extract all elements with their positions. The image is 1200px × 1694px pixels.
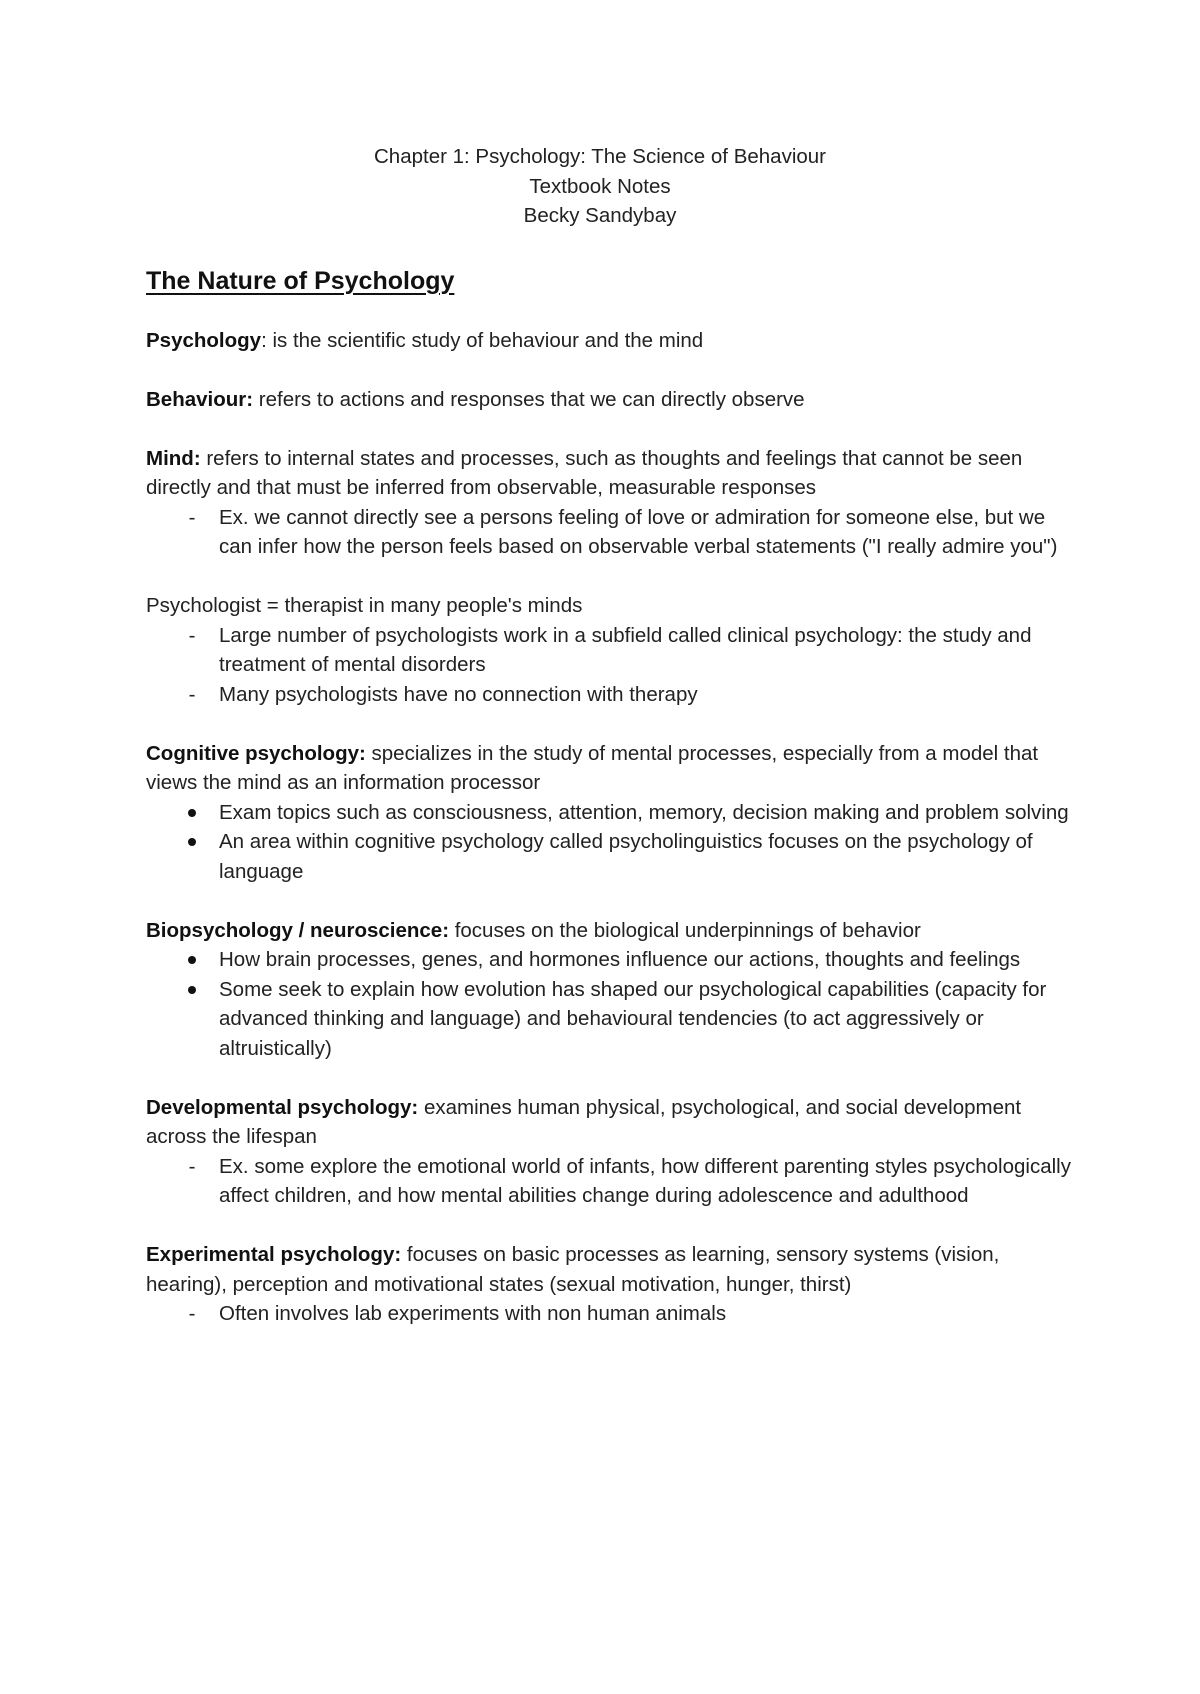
list-item-text: How brain processes, genes, and hormones influence our actions, thoughts and feelings [219, 948, 1021, 971]
definition-text: refers to actions and responses that we can directly observe [253, 387, 805, 411]
list-item [146, 621, 1076, 680]
list-item [146, 827, 1076, 886]
definition-developmental [146, 1093, 1076, 1152]
definition-text: specializes in the study of mental processes, especially from a model that views the mind as an information processor [146, 741, 1039, 794]
dash-icon [182, 1299, 202, 1329]
cognitive-list [146, 798, 1076, 887]
definition-biopsychology [146, 916, 1076, 946]
mind-list [146, 503, 1076, 562]
list-item-text: Ex. we cannot directly see a persons feeling of love or admiration for someone else, but we can infer how the person feels based on observable verbal statements ("I really admire you") [219, 505, 1058, 558]
list-item [146, 945, 1076, 975]
definition-behaviour [146, 385, 1076, 415]
term-label: Biopsychology / neuroscience: [146, 918, 450, 942]
document-title: Chapter 1: Psychology: The Science of Behaviour [373, 145, 827, 168]
list-item-text: Ex. some explore the emotional world of infants, how different parenting styles psychologically affect children, and how mental abilities change during adolescence and adulthood [219, 1154, 1071, 1207]
dash-icon [182, 1152, 202, 1182]
term-label: Psychology [146, 328, 262, 352]
definition-mind [146, 444, 1076, 503]
term-label: Developmental psychology: [146, 1095, 419, 1119]
term-label: Experimental psychology: [146, 1243, 402, 1266]
dash-icon [182, 503, 202, 533]
list-item [146, 1152, 1076, 1211]
term-label: Cognitive psychology: [146, 741, 366, 765]
definition-text: : is the scientific study of behaviour and the mind [261, 328, 704, 352]
list-item [146, 975, 1076, 1064]
dash-icon [182, 680, 202, 710]
document-author: Becky Sandybay [523, 204, 677, 227]
list-item-text: Large number of psychologists work in a subfield called clinical psychology: the study and treatment of mental disorders [219, 623, 1032, 676]
definition-cognitive [146, 739, 1076, 798]
list-item [146, 1299, 1076, 1329]
list-item-text: Many psychologists have no connection with therapy [219, 682, 698, 706]
section-heading: The Nature of Psychology [146, 266, 455, 295]
definition-psychology [146, 326, 1076, 356]
term-label: Mind: [146, 446, 201, 470]
definition-experimental [146, 1240, 1076, 1299]
list-item [146, 798, 1076, 828]
list-item-text: Some seek to explain how evolution has shaped our psychological capabilities (capacity for advanced thinking and language) and behavioural tendencies (to act aggressively or altruistically) [219, 977, 1047, 1060]
dash-icon [182, 621, 202, 651]
definition-text: refers to internal states and processes, such as thoughts and feelings that cannot be seen directly and that must be inferred from observable, measurable responses [146, 446, 1023, 499]
list-item [146, 680, 1076, 710]
definition-text: focuses on the biological underpinnings of behavior [449, 918, 921, 942]
document-header [0, 142, 1200, 231]
psychologist-note: Psychologist = therapist in many people's minds [146, 594, 583, 617]
document-page [146, 142, 1076, 1329]
definition-text: focuses on basic processes as learning, sensory systems (vision, hearing), perception and motivational states (sexual motivation, hunger, thirst) [146, 1243, 1000, 1296]
definition-text: examines human physical, psychological, and social development across the lifespan [146, 1095, 1022, 1148]
document-subtitle: Textbook Notes [529, 174, 671, 198]
psychologist-list [146, 621, 1076, 710]
biopsychology-list [146, 945, 1076, 1063]
list-item-text: Often involves lab experiments with non human animals [219, 1302, 727, 1325]
list-item-text: Exam topics such as consciousness, attention, memory, decision making and problem solving [219, 800, 1069, 824]
experimental-list [146, 1299, 1076, 1329]
list-item-text: An area within cognitive psychology called psycholinguistics focuses on the psychology of language [219, 830, 1033, 883]
list-item [146, 503, 1076, 562]
term-label: Behaviour: [146, 387, 254, 411]
developmental-list [146, 1152, 1076, 1211]
